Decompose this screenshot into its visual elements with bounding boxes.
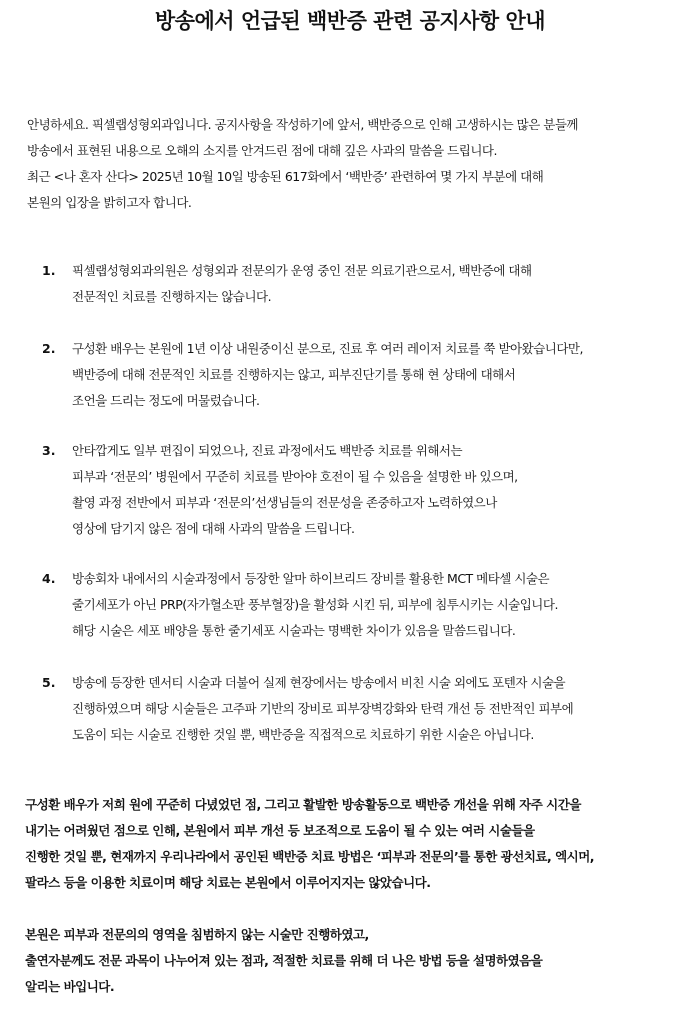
list-item-line: 방송에 등장한 덴서티 시술과 더불어 실제 현장에서는 방송에서 비친 시술 외에도 포텐자 시술을 (72, 675, 566, 690)
intro-paragraph (27, 112, 687, 216)
closing-line: 진행한 것일 뿐, 현재까지 우리나라에서 공인된 백반증 치료 방법은 ‘피부과 전문의’를 통한 광선치료, 엑시머, (25, 849, 595, 864)
list-item-line: 안타깝게도 일부 편집이 되었으나, 진료 과정에서도 백반증 치료를 위해서는 (72, 443, 463, 458)
list-item-text (72, 336, 682, 414)
closing-line: 알리는 바입니다. (25, 979, 115, 994)
intro-line: 방송에서 표현된 내용으로 오해의 소지를 안겨드린 점에 대해 깊은 사과의 말씀을 드립니다. (27, 143, 497, 158)
list-item-line: 진행하였으며 해당 시술들은 고주파 기반의 장비로 피부장벽강화와 탄력 개선 등 전반적인 피부에 (72, 701, 574, 716)
list-item-line: 촬영 과정 전반에서 피부과 ‘전문의’선생님들의 전문성을 존중하고자 노력하였으나 (72, 495, 497, 510)
list-item-line: 조언을 드리는 정도에 머물렀습니다. (72, 393, 260, 408)
list-item-number: 3. (42, 443, 56, 458)
closing-statement (25, 922, 690, 1000)
intro-line: 본원의 입장을 밝히고자 합니다. (27, 195, 192, 210)
closing-paragraph (25, 792, 690, 896)
list-item-line: 피부과 ‘전문의’ 병원에서 꾸준히 치료를 받아야 호전이 될 수 있음을 설명한 바 있으며, (72, 469, 518, 484)
list-item-line: 전문적인 치료를 진행하지는 않습니다. (72, 289, 272, 304)
list-item-number: 1. (42, 263, 56, 278)
page-title: 방송에서 언급된 백반증 관련 공지사항 안내 (154, 9, 546, 33)
list-item-number: 5. (42, 675, 56, 690)
closing-line: 팔라스 등을 이용한 치료이며 해당 치료는 본원에서 이루어지지는 않았습니다. (25, 875, 431, 890)
list-item-line: 도움이 되는 시술로 진행한 것일 뿐, 백반증을 직접적으로 치료하기 위한 시술은 아닙니다. (72, 727, 534, 742)
list-item-text (72, 438, 682, 542)
list-item-line: 픽셀랩성형외과의원은 성형외과 전문의가 운영 중인 전문 의료기관으로서, 백반증에 대해 (72, 263, 532, 278)
list-item-text (72, 670, 682, 748)
list-item-text (72, 566, 682, 644)
list-item-line: 구성환 배우는 본원에 1년 이상 내원중이신 분으로, 진료 후 여러 레이저 치료를 쭉 받아왔습니다만, (72, 341, 583, 356)
intro-line: 최근 <나 혼자 산다> 2025년 10월 10일 방송된 617화에서 ‘백반증’ 관련하여 몇 가지 부분에 대해 (27, 169, 544, 184)
list-item-line: 백반증에 대해 전문적인 치료를 진행하지는 않고, 피부진단기를 통해 현 상태에 대해서 (72, 367, 516, 382)
list-item-number: 4. (42, 571, 56, 586)
list-item-line: 줄기세포가 아닌 PRP(자가혈소판 풍부혈장)을 활성화 시킨 뒤, 피부에 침투시키는 시술입니다. (72, 597, 558, 612)
list-item-line: 영상에 담기지 않은 점에 대해 사과의 말씀을 드립니다. (72, 521, 355, 536)
closing-line: 본원은 피부과 전문의의 영역을 침범하지 않는 시술만 진행하였고, (25, 927, 369, 942)
closing-line: 출연자분께도 전문 과목이 나누어져 있는 점과, 적절한 치료를 위해 더 나은 방법 등을 설명하였음을 (25, 953, 543, 968)
list-item-line: 방송회차 내에서의 시술과정에서 등장한 알마 하이브리드 장비를 활용한 MCT 메타셀 시술은 (72, 571, 550, 586)
closing-line: 내기는 어려웠던 점으로 인해, 본원에서 피부 개선 등 보조적으로 도움이 될 수 있는 여러 시술들을 (25, 823, 535, 838)
list-item-line: 해당 시술은 세포 배양을 통한 줄기세포 시술과는 명백한 차이가 있음을 말씀드립니다. (72, 623, 516, 638)
closing-line: 구성환 배우가 저희 원에 꾸준히 다녔었던 점, 그리고 활발한 방송활동으로 백반증 개선을 위해 자주 시간을 (25, 797, 581, 812)
list-item-number: 2. (42, 341, 56, 356)
list-item-text (72, 258, 682, 310)
intro-line: 안녕하세요. 픽셀랩성형외과입니다. 공지사항을 작성하기에 앞서, 백반증으로 인해 고생하시는 많은 분들께 (27, 117, 578, 132)
